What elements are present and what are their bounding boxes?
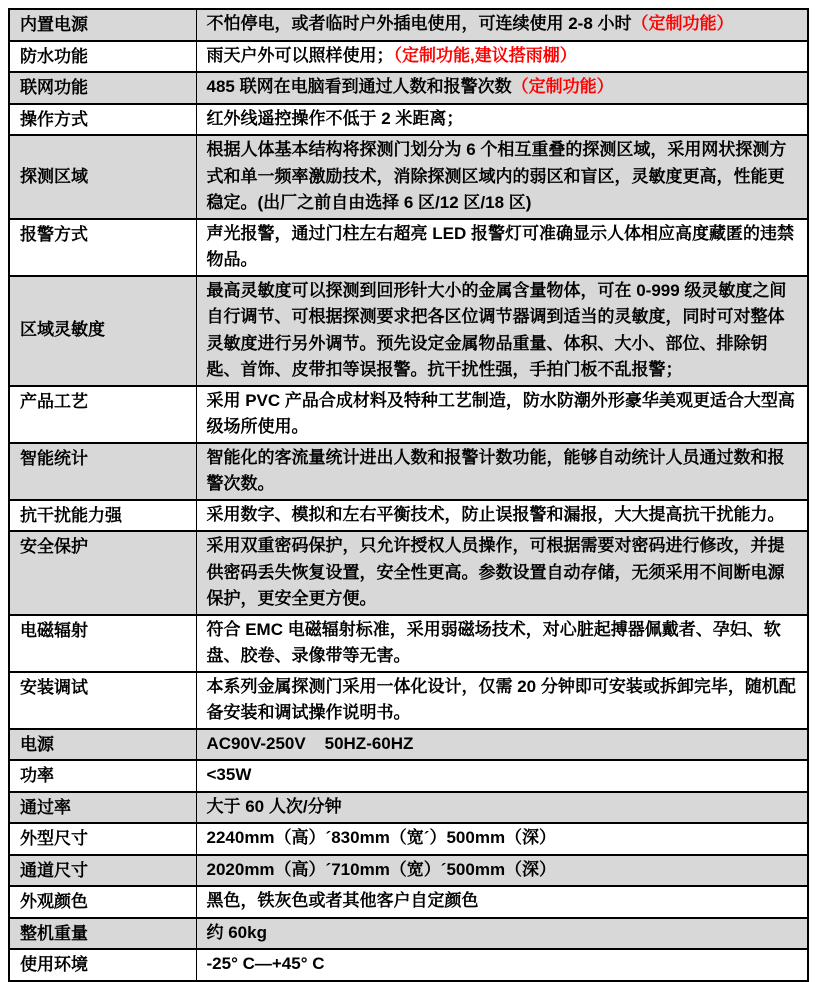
spec-value xyxy=(196,41,808,73)
table-row xyxy=(9,792,808,824)
custom-feature-note: （定制功能,建议搭雨棚） xyxy=(393,45,577,65)
spec-text: 约 60kg xyxy=(206,922,267,942)
spec-label: 内置电源 xyxy=(9,9,196,41)
spec-text: 黑色，铁灰色或者其他客户自定颜色 xyxy=(206,891,479,910)
spec-label: 抗干扰能力强 xyxy=(9,500,196,532)
spec-value xyxy=(196,949,808,981)
spec-label: 智能统计 xyxy=(9,443,196,500)
table-row xyxy=(9,443,808,500)
table-row xyxy=(9,9,808,41)
spec-value xyxy=(196,531,808,615)
spec-text: 最高灵敏度可以探测到回形针大小的金属含量物体，可在 0-999 级灵敏度之间自行调节、可根据探测要求把各区位调节器调到适当的灵敏度，同时可对整体灵敏度进行另外调节。预先设定金属物品重量、体积、大小、部位、排除钥匙、首饰、皮带扣等误报警。抗干扰性强，手拍门板不乱报警； xyxy=(206,280,787,379)
spec-label: 通过率 xyxy=(9,792,196,824)
spec-text: 声光报警，通过门柱左右超亮 LED 报警灯可准确显示人体相应高度藏匿的违禁物品。 xyxy=(206,223,794,269)
table-row xyxy=(9,615,808,672)
spec-label: 探测区域 xyxy=(9,135,196,219)
spec-value xyxy=(196,443,808,500)
table-row xyxy=(9,823,808,855)
spec-value xyxy=(196,823,808,855)
spec-text: 485 联网在电脑看到通过人数和报警次数 xyxy=(206,77,512,96)
table-row xyxy=(9,219,808,276)
table-row xyxy=(9,855,808,887)
table-row xyxy=(9,500,808,532)
spec-label: 外观颜色 xyxy=(9,886,196,918)
spec-value xyxy=(196,760,808,792)
spec-text: AC90V-250V 50HZ-60HZ xyxy=(206,733,414,753)
spec-text: 不怕停电，或者临时户外插电使用，可连续使用 2-8 小时 xyxy=(206,14,632,33)
spec-value xyxy=(196,9,808,41)
spec-label: 外型尺寸 xyxy=(9,823,196,855)
spec-text: 符合 EMC 电磁辐射标准，采用弱磁场技术，对心脏起搏器佩戴者、孕妇、软盘、胶卷、录像带等无害。 xyxy=(206,619,781,665)
table-row xyxy=(9,276,808,386)
spec-label: 区域灵敏度 xyxy=(9,276,196,386)
table-row xyxy=(9,729,808,761)
spec-value xyxy=(196,500,808,532)
spec-text: 智能化的客流量统计进出人数和报警计数功能，能够自动统计人员通过数和报警次数。 xyxy=(206,447,785,493)
spec-label: 安装调试 xyxy=(9,672,196,729)
spec-label: 操作方式 xyxy=(9,104,196,136)
spec-text: 红外线遥控操作不低于 2 米距离； xyxy=(206,108,464,128)
spec-value xyxy=(196,729,808,761)
spec-value xyxy=(196,672,808,729)
spec-text: 采用双重密码保护，只允许授权人员操作，可根据需要对密码进行修改，并提供密码丢失恢复设置，安全性更高。参数设置自动存储，无须采用不间断电源保护，更安全更方便。 xyxy=(206,536,785,608)
spec-label: 电磁辐射 xyxy=(9,615,196,672)
spec-text: 2020mm（高）´710mm（宽）´500mm（深） xyxy=(206,859,557,879)
table-row xyxy=(9,386,808,443)
spec-value xyxy=(196,886,808,918)
table-row xyxy=(9,918,808,950)
table-row xyxy=(9,949,808,981)
spec-value xyxy=(196,219,808,276)
spec-value xyxy=(196,918,808,950)
table-row xyxy=(9,104,808,136)
spec-label: 防水功能 xyxy=(9,41,196,73)
custom-feature-note: （定制功能） xyxy=(511,77,614,96)
spec-value xyxy=(196,104,808,136)
table-row xyxy=(9,672,808,729)
spec-label: 电源 xyxy=(9,729,196,761)
table-row xyxy=(9,886,808,918)
spec-value xyxy=(196,855,808,887)
spec-text: 雨天户外可以照样使用； xyxy=(206,45,394,65)
spec-value xyxy=(196,792,808,824)
spec-value xyxy=(196,386,808,443)
spec-label: 通道尺寸 xyxy=(9,855,196,887)
spec-value xyxy=(196,615,808,672)
table-row xyxy=(9,135,808,219)
spec-value xyxy=(196,276,808,386)
spec-text: <35W xyxy=(206,765,252,784)
spec-text: 大于 60 人次/分钟 xyxy=(206,796,342,816)
spec-label: 功率 xyxy=(9,760,196,792)
spec-label: 报警方式 xyxy=(9,219,196,276)
product-spec-table xyxy=(8,8,809,982)
spec-value xyxy=(196,72,808,104)
spec-text: -25° C—+45° C xyxy=(206,954,325,973)
custom-feature-note: （定制功能） xyxy=(631,14,734,33)
table-row xyxy=(9,72,808,104)
table-row xyxy=(9,41,808,73)
table-row xyxy=(9,760,808,792)
spec-value xyxy=(196,135,808,219)
spec-label: 联网功能 xyxy=(9,72,196,104)
spec-label: 整机重量 xyxy=(9,918,196,950)
spec-label: 产品工艺 xyxy=(9,386,196,443)
spec-label: 使用环境 xyxy=(9,949,196,981)
spec-text: 2240mm（高）´830mm（宽´）500mm（深） xyxy=(206,828,557,847)
spec-text: 采用 PVC 产品合成材料及特种工艺制造，防水防潮外形豪华美观更适合大型高级场所使用。 xyxy=(206,390,795,436)
spec-text: 根据人体基本结构将探测门划分为 6 个相互重叠的探测区域，采用网状探测方式和单一频率激励技术，消除探测区域内的弱区和盲区，灵敏度更高，性能更稳定。(出厂之前自由选择 6 区/12 区/18 区) xyxy=(206,140,787,212)
table-row xyxy=(9,531,808,615)
spec-text: 采用数字、模拟和左右平衡技术，防止误报警和漏报，大大提高抗干扰能力。 xyxy=(206,504,785,524)
spec-text: 本系列金属探测门采用一体化设计，仅需 20 分钟即可安装或拆卸完毕，随机配备安装和调试操作说明书。 xyxy=(206,676,796,722)
spec-label: 安全保护 xyxy=(9,531,196,615)
